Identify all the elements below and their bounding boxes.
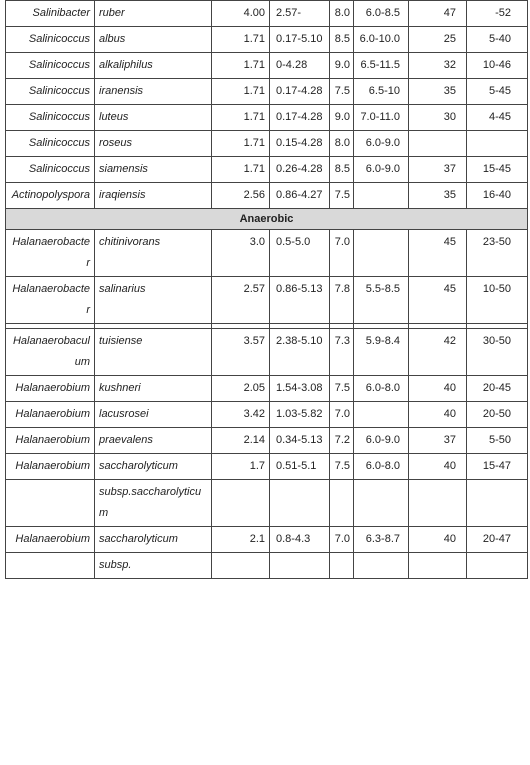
cell-nacl: 2.38-5.10 xyxy=(270,329,330,376)
cell-species: siamensis xyxy=(95,157,212,183)
cell-species: luteus xyxy=(95,105,212,131)
cell-ph-range xyxy=(354,183,409,209)
cell-genus: Halanaerobium xyxy=(6,376,95,402)
table-row xyxy=(6,230,528,277)
table-row xyxy=(6,131,528,157)
section-label: Anaerobic xyxy=(6,209,528,230)
cell-temp: 20-47 xyxy=(467,527,528,553)
cell-ph: 7.5 xyxy=(330,183,354,209)
cell-ph-range: 6.0-9.0 xyxy=(354,131,409,157)
cell-mw: 2.56 xyxy=(212,183,270,209)
cell-mw xyxy=(212,480,270,527)
cell-ph: 7.5 xyxy=(330,79,354,105)
cell-species: tuisiense xyxy=(95,329,212,376)
cell-temp: 4-45 xyxy=(467,105,528,131)
cell-genus: Halanaerobacter xyxy=(6,277,95,324)
cell-nacl: 0.15-4.28 xyxy=(270,131,330,157)
cell-temp: 15-47 xyxy=(467,454,528,480)
cell-gc: 32 xyxy=(409,53,467,79)
cell-species: subsp.saccharolyticum xyxy=(95,480,212,527)
cell-genus: Salinicoccus xyxy=(6,131,95,157)
table-row xyxy=(6,53,528,79)
cell-temp xyxy=(467,553,528,579)
table-row xyxy=(6,105,528,131)
cell-nacl xyxy=(270,553,330,579)
cell-ph-range: 6.3-8.7 xyxy=(354,527,409,553)
cell-nacl: 0.5-5.0 xyxy=(270,230,330,277)
cell-temp: 30-50 xyxy=(467,329,528,376)
cell-temp: 20-45 xyxy=(467,376,528,402)
cell-ph: 7.0 xyxy=(330,527,354,553)
cell-temp: 5-40 xyxy=(467,27,528,53)
table-body-anaerobic xyxy=(6,230,528,579)
cell-gc: 40 xyxy=(409,402,467,428)
cell-nacl: 0.86-4.27 xyxy=(270,183,330,209)
cell-gc: 47 xyxy=(409,1,467,27)
table-body-aerobic xyxy=(6,1,528,209)
cell-species: iraqiensis xyxy=(95,183,212,209)
table-row xyxy=(6,79,528,105)
cell-ph-range: 6.0-8.0 xyxy=(354,376,409,402)
cell-mw: 2.1 xyxy=(212,527,270,553)
cell-ph: 8.5 xyxy=(330,27,354,53)
cell-mw: 1.71 xyxy=(212,105,270,131)
cell-species: saccharolyticum xyxy=(95,454,212,480)
cell-ph: 7.0 xyxy=(330,402,354,428)
cell-ph-range xyxy=(354,480,409,527)
cell-species: lacusrosei xyxy=(95,402,212,428)
cell-mw: 1.7 xyxy=(212,454,270,480)
cell-mw: 2.05 xyxy=(212,376,270,402)
cell-species: saccharolyticum xyxy=(95,527,212,553)
cell-species: ruber xyxy=(95,1,212,27)
cell-temp: 16-40 xyxy=(467,183,528,209)
cell-mw: 3.42 xyxy=(212,402,270,428)
table-row xyxy=(6,27,528,53)
cell-ph: 7.5 xyxy=(330,454,354,480)
cell-ph: 7.3 xyxy=(330,329,354,376)
cell-temp: 5-45 xyxy=(467,79,528,105)
cell-genus: Salinicoccus xyxy=(6,53,95,79)
cell-ph: 7.8 xyxy=(330,277,354,324)
cell-mw: 4.00 xyxy=(212,1,270,27)
cell-ph: 7.5 xyxy=(330,376,354,402)
cell-ph xyxy=(330,480,354,527)
table-row xyxy=(6,157,528,183)
cell-nacl: 0.51-5.1 xyxy=(270,454,330,480)
cell-temp: 10-50 xyxy=(467,277,528,324)
cell-genus: Salinicoccus xyxy=(6,105,95,131)
cell-ph-range: 6.0-8.5 xyxy=(354,1,409,27)
cell-mw: 1.71 xyxy=(212,53,270,79)
cell-gc: 25 xyxy=(409,27,467,53)
cell-nacl: 0.17-4.28 xyxy=(270,105,330,131)
cell-species: albus xyxy=(95,27,212,53)
cell-species: chitinivorans xyxy=(95,230,212,277)
cell-genus xyxy=(6,480,95,527)
cell-gc: 42 xyxy=(409,329,467,376)
table-row xyxy=(6,1,528,27)
cell-ph: 7.0 xyxy=(330,230,354,277)
cell-genus: Halanaerobium xyxy=(6,428,95,454)
cell-ph-range: 6.0-9.0 xyxy=(354,157,409,183)
table-row xyxy=(6,376,528,402)
cell-temp: 23-50 xyxy=(467,230,528,277)
cell-ph-range: 6.5-10 xyxy=(354,79,409,105)
cell-genus: Actinopolyspora xyxy=(6,183,95,209)
cell-ph-range: 6.0-10.0 xyxy=(354,27,409,53)
cell-gc: 40 xyxy=(409,527,467,553)
cell-ph: 7.2 xyxy=(330,428,354,454)
table-section-header xyxy=(6,209,528,230)
table-row xyxy=(6,183,528,209)
cell-temp: 15-45 xyxy=(467,157,528,183)
cell-genus: Salinibacter xyxy=(6,1,95,27)
cell-gc xyxy=(409,131,467,157)
cell-species: alkaliphilus xyxy=(95,53,212,79)
cell-species: iranensis xyxy=(95,79,212,105)
cell-species: praevalens xyxy=(95,428,212,454)
cell-species: subsp. xyxy=(95,553,212,579)
cell-temp: -52 xyxy=(467,1,528,27)
cell-ph: 8.0 xyxy=(330,131,354,157)
cell-genus: Halanaerobium xyxy=(6,527,95,553)
cell-ph: 8.5 xyxy=(330,157,354,183)
cell-nacl: 0.86-5.13 xyxy=(270,277,330,324)
cell-nacl: 0.26-4.28 xyxy=(270,157,330,183)
table-row xyxy=(6,527,528,553)
cell-gc: 35 xyxy=(409,183,467,209)
cell-gc xyxy=(409,480,467,527)
cell-gc: 30 xyxy=(409,105,467,131)
cell-nacl: 1.54-3.08 xyxy=(270,376,330,402)
cell-ph-range xyxy=(354,402,409,428)
cell-nacl: 2.57- xyxy=(270,1,330,27)
cell-ph-range: 5.5-8.5 xyxy=(354,277,409,324)
cell-genus: Salinicoccus xyxy=(6,157,95,183)
cell-ph-range: 7.0-11.0 xyxy=(354,105,409,131)
cell-gc: 37 xyxy=(409,428,467,454)
cell-ph-range: 6.0-9.0 xyxy=(354,428,409,454)
cell-temp: 10-46 xyxy=(467,53,528,79)
cell-ph-range: 6.0-8.0 xyxy=(354,454,409,480)
cell-mw: 1.71 xyxy=(212,27,270,53)
cell-gc: 37 xyxy=(409,157,467,183)
cell-genus: Halanaerobium xyxy=(6,454,95,480)
cell-gc: 40 xyxy=(409,376,467,402)
cell-ph xyxy=(330,553,354,579)
cell-species: roseus xyxy=(95,131,212,157)
cell-mw: 2.14 xyxy=(212,428,270,454)
cell-mw: 1.71 xyxy=(212,79,270,105)
cell-genus: Salinicoccus xyxy=(6,27,95,53)
cell-mw xyxy=(212,553,270,579)
cell-gc: 45 xyxy=(409,230,467,277)
cell-nacl: 0.17-5.10 xyxy=(270,27,330,53)
table-row xyxy=(6,553,528,579)
cell-ph: 9.0 xyxy=(330,53,354,79)
cell-mw: 2.57 xyxy=(212,277,270,324)
cell-mw: 1.71 xyxy=(212,131,270,157)
cell-temp: 20-50 xyxy=(467,402,528,428)
table-row xyxy=(6,277,528,324)
cell-nacl: 0.8-4.3 xyxy=(270,527,330,553)
cell-nacl: 0.34-5.13 xyxy=(270,428,330,454)
table-row xyxy=(6,329,528,376)
cell-nacl: 0.17-4.28 xyxy=(270,79,330,105)
cell-ph: 9.0 xyxy=(330,105,354,131)
cell-temp xyxy=(467,480,528,527)
cell-ph: 8.0 xyxy=(330,1,354,27)
cell-genus: Halanaerobium xyxy=(6,402,95,428)
cell-gc: 45 xyxy=(409,277,467,324)
cell-temp: 5-50 xyxy=(467,428,528,454)
cell-temp xyxy=(467,131,528,157)
cell-mw: 3.0 xyxy=(212,230,270,277)
cell-species: salinarius xyxy=(95,277,212,324)
cell-genus: Halanaerobaculum xyxy=(6,329,95,376)
cell-gc xyxy=(409,553,467,579)
table-row xyxy=(6,454,528,480)
cell-ph-range: 5.9-8.4 xyxy=(354,329,409,376)
cell-nacl: 0-4.28 xyxy=(270,53,330,79)
cell-genus: Salinicoccus xyxy=(6,79,95,105)
cell-nacl xyxy=(270,480,330,527)
species-table xyxy=(5,0,528,579)
cell-genus xyxy=(6,553,95,579)
cell-ph-range xyxy=(354,230,409,277)
table-row xyxy=(6,402,528,428)
section-row xyxy=(6,209,528,230)
cell-mw: 1.71 xyxy=(212,157,270,183)
cell-genus: Halanaerobacter xyxy=(6,230,95,277)
cell-gc: 35 xyxy=(409,79,467,105)
cell-species: kushneri xyxy=(95,376,212,402)
cell-nacl: 1.03-5.82 xyxy=(270,402,330,428)
cell-ph-range: 6.5-11.5 xyxy=(354,53,409,79)
cell-gc: 40 xyxy=(409,454,467,480)
cell-ph-range xyxy=(354,553,409,579)
table-row xyxy=(6,480,528,527)
cell-mw: 3.57 xyxy=(212,329,270,376)
table-row xyxy=(6,428,528,454)
